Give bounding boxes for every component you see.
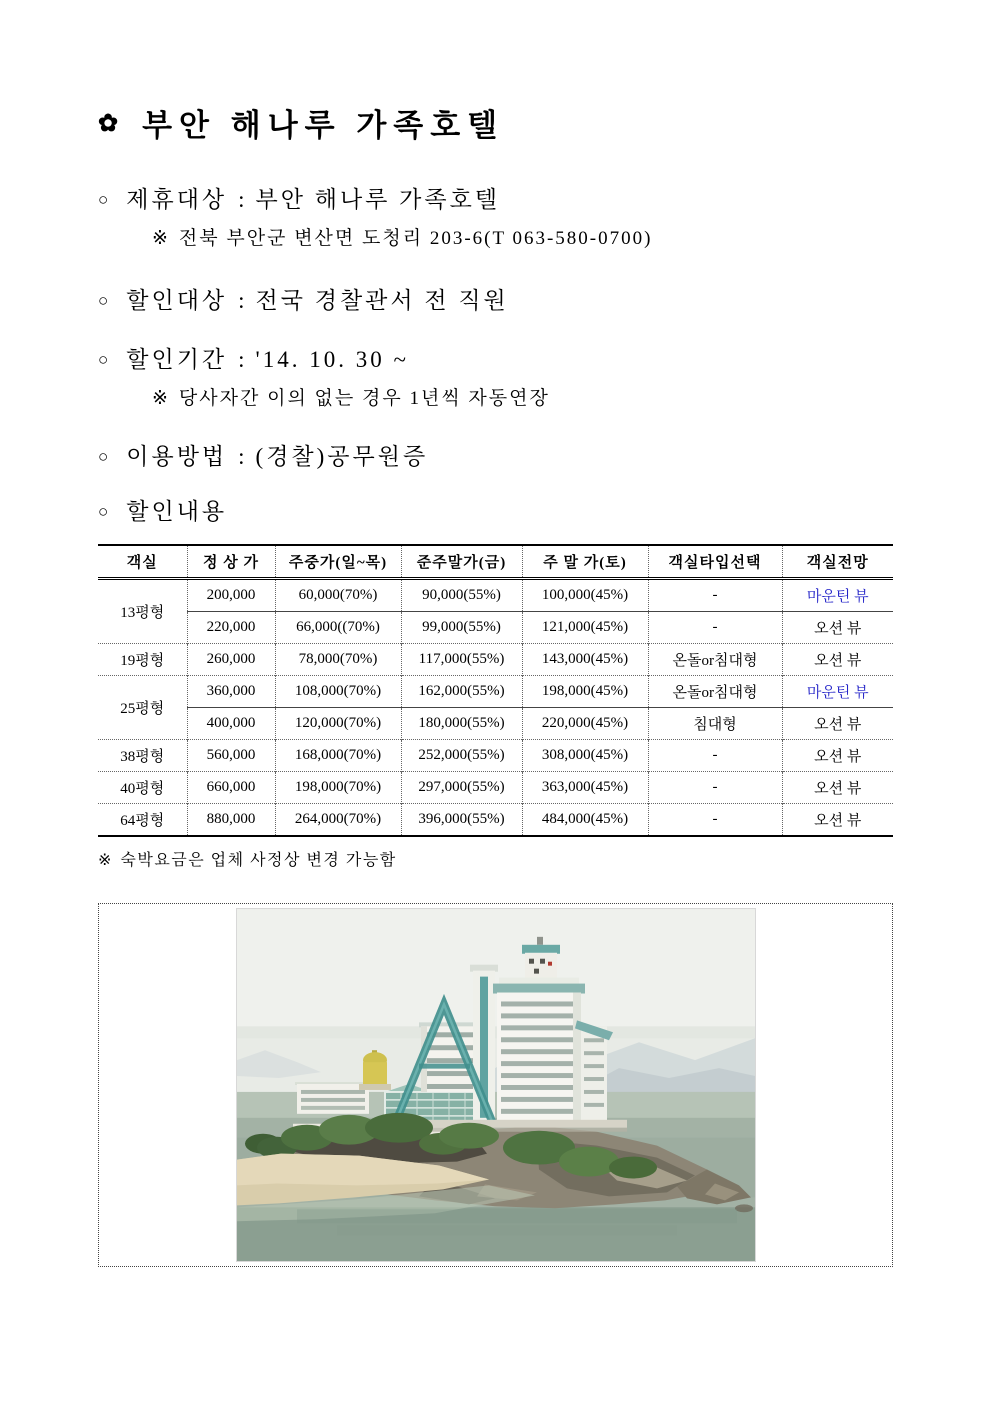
table-row [98,612,893,644]
list-item-discount-period [98,341,895,374]
hotel-photo [237,909,755,1261]
circle-bullet-icon: ○ [98,447,109,466]
item-label: 할인내용 [126,499,228,524]
table-row [98,676,893,708]
cell-room: 40평형 [98,772,187,804]
cell-semi-weekend-price: 297,000(55%) [401,772,522,804]
cell-room-type: - [648,579,782,612]
cell-semi-weekend-price: 162,000(55%) [401,676,522,708]
item-colon: : [238,347,245,372]
header-semi-weekend-price: 준주말가(금) [401,545,522,579]
table-row [98,708,893,740]
header-room: 객실 [98,545,187,579]
cell-weekday-price: 60,000(70%) [275,579,401,612]
item-label: 제휴대상 [126,187,228,212]
header-weekday-price: 주중가(일~목) [275,545,401,579]
cell-normal-price: 400,000 [187,708,275,740]
cell-weekday-price: 198,000(70%) [275,772,401,804]
cell-semi-weekend-price: 396,000(55%) [401,804,522,837]
table-header-row [98,545,893,579]
reference-mark-icon: ※ [98,852,112,869]
list-item-usage-method [98,438,895,471]
cell-room-view: 오션 뷰 [782,740,893,772]
flower-icon: ✿ [98,111,119,137]
list-item-discount-target [98,282,895,315]
cell-semi-weekend-price: 117,000(55%) [401,644,522,676]
cell-weekday-price: 66,000((70%) [275,612,401,644]
item-value: 전국 경찰관서 전 직원 [255,288,509,313]
price-table [98,544,893,837]
item-note-renewal [152,383,895,410]
table-row [98,740,893,772]
circle-bullet-icon: ○ [98,350,109,369]
cell-weekend-price: 220,000(45%) [522,708,648,740]
cell-weekday-price: 78,000(70%) [275,644,401,676]
cell-room-view: 오션 뷰 [782,612,893,644]
photo-frame [98,903,893,1267]
header-room-view: 객실전망 [782,545,893,579]
header-normal-price: 정 상 가 [187,545,275,579]
cell-room-type: - [648,772,782,804]
item-note-address [152,223,895,250]
cell-room-type: - [648,804,782,837]
cell-room: 25평형 [98,676,187,740]
cell-weekend-price: 100,000(45%) [522,579,648,612]
reference-mark-icon: ※ [152,388,168,409]
cell-semi-weekend-price: 180,000(55%) [401,708,522,740]
circle-bullet-icon: ○ [98,190,109,209]
cell-semi-weekend-price: 99,000(55%) [401,612,522,644]
cell-normal-price: 560,000 [187,740,275,772]
cell-room: 19평형 [98,644,187,676]
cell-normal-price: 200,000 [187,579,275,612]
table-row [98,804,893,837]
cell-normal-price: 880,000 [187,804,275,837]
note-text: 전북 부안군 변산면 도청리 203-6(T 063-580-0700) [178,228,653,249]
cell-weekday-price: 168,000(70%) [275,740,401,772]
cell-normal-price: 220,000 [187,612,275,644]
item-colon: : [238,187,245,212]
cell-room: 38평형 [98,740,187,772]
cell-weekend-price: 198,000(45%) [522,676,648,708]
header-weekend-price: 주 말 가(토) [522,545,648,579]
cell-room: 13평형 [98,579,187,644]
cell-room-type: - [648,740,782,772]
cell-weekday-price: 120,000(70%) [275,708,401,740]
cell-room: 64평형 [98,804,187,837]
item-value: 부안 해나루 가족호텔 [255,187,501,212]
cell-room-view: 마운틴 뷰 [782,579,893,612]
table-footnote [98,847,895,870]
cell-room-view: 오션 뷰 [782,804,893,837]
circle-bullet-icon: ○ [98,291,109,310]
item-value: '14. 10. 30 ~ [255,347,409,372]
table-row [98,644,893,676]
circle-bullet-icon: ○ [98,502,109,521]
reference-mark-icon: ※ [152,228,168,249]
item-label: 할인기간 [126,347,228,372]
table-row [98,772,893,804]
cell-room-type: 침대형 [648,708,782,740]
cell-room-type: - [648,612,782,644]
footnote-text: 숙박요금은 업체 사정상 변경 가능함 [120,852,397,869]
cell-normal-price: 660,000 [187,772,275,804]
cell-room-type: 온돌or침대형 [648,644,782,676]
list-item-partner [98,181,895,214]
item-label: 이용방법 [126,444,228,469]
cell-semi-weekend-price: 252,000(55%) [401,740,522,772]
cell-room-view: 오션 뷰 [782,772,893,804]
item-colon: : [238,288,245,313]
table-row [98,579,893,612]
header-room-type: 객실타입선택 [648,545,782,579]
cell-semi-weekend-price: 90,000(55%) [401,579,522,612]
list-item-discount-details [98,493,895,526]
cell-normal-price: 360,000 [187,676,275,708]
item-label: 할인대상 [126,288,228,313]
note-text: 당사자간 이의 없는 경우 1년씩 자동연장 [178,388,550,409]
cell-room-view: 마운틴 뷰 [782,676,893,708]
cell-weekday-price: 108,000(70%) [275,676,401,708]
cell-room-view: 오션 뷰 [782,644,893,676]
cell-weekend-price: 143,000(45%) [522,644,648,676]
cell-weekday-price: 264,000(70%) [275,804,401,837]
item-value: (경찰)공무원증 [255,444,429,469]
cell-room-type: 온돌or침대형 [648,676,782,708]
cell-weekend-price: 484,000(45%) [522,804,648,837]
item-colon: : [238,444,245,469]
cell-normal-price: 260,000 [187,644,275,676]
cell-weekend-price: 308,000(45%) [522,740,648,772]
title-text: 부안 해나루 가족호텔 [142,108,505,143]
page-title [98,0,895,145]
cell-weekend-price: 121,000(45%) [522,612,648,644]
cell-room-view: 오션 뷰 [782,708,893,740]
cell-weekend-price: 363,000(45%) [522,772,648,804]
